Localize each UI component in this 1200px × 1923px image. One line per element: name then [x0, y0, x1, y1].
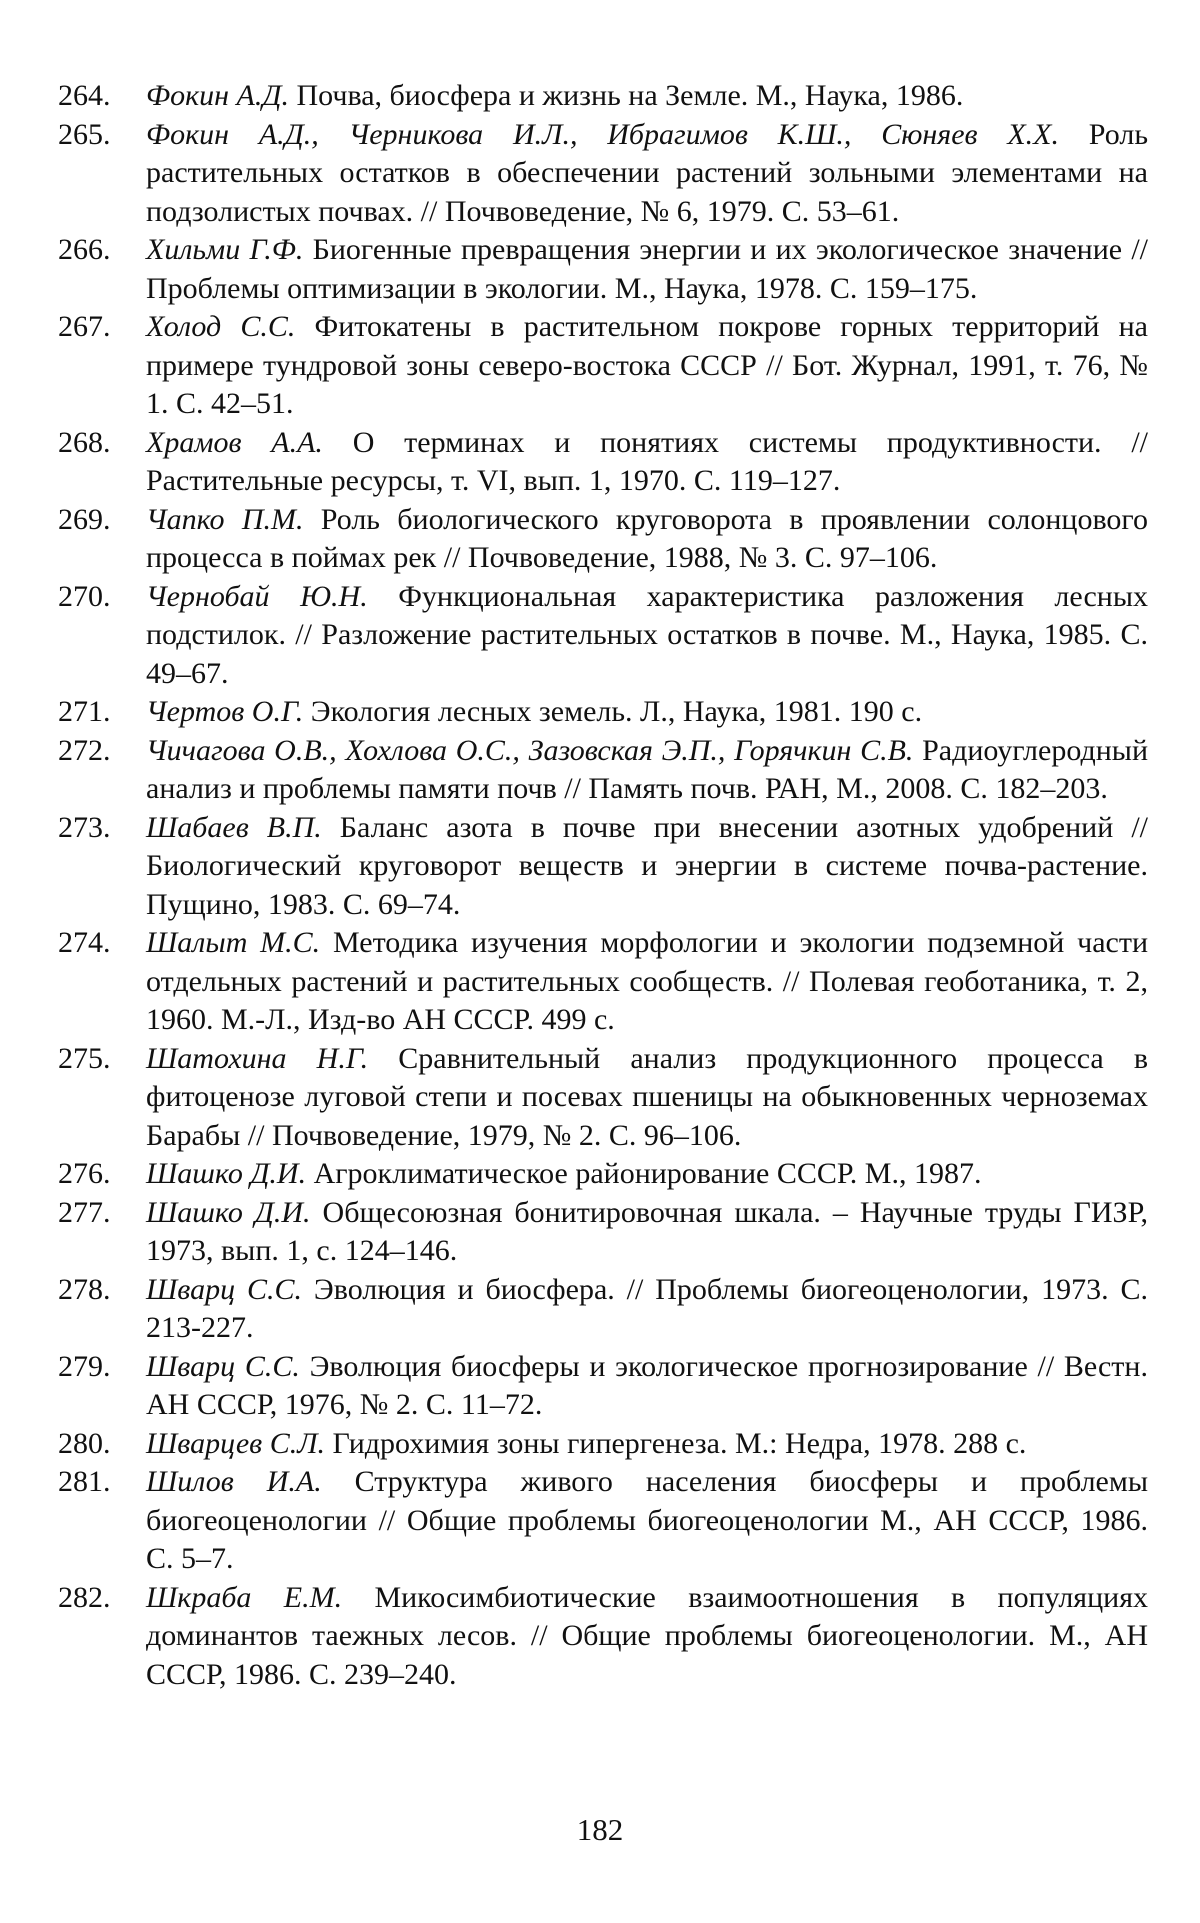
reference-authors: Чапко П.М.	[146, 502, 304, 536]
reference-text: Экология лесных земель. Л., Наука, 1981. 190 с.	[303, 695, 923, 728]
reference-item	[58, 1425, 1148, 1464]
reference-number: 281.	[58, 1465, 111, 1498]
reference-authors: Шабаев В.П.	[146, 810, 322, 844]
reference-text: Почва, биосфера и жизнь на Земле. М., Наука, 1986.	[288, 79, 964, 112]
reference-item	[58, 1463, 1148, 1579]
reference-item	[58, 1040, 1148, 1156]
reference-number: 271.	[58, 695, 111, 728]
reference-item	[58, 924, 1148, 1040]
reference-item	[58, 77, 1148, 116]
reference-authors: Шилов И.А.	[146, 1465, 322, 1498]
reference-number: 273.	[58, 810, 111, 844]
reference-authors: Шварц С.С.	[146, 1349, 300, 1383]
reference-authors: Храмов А.А.	[146, 425, 323, 459]
reference-text: Роль растительных остатков в обеспечении растений зольными элементами на подзолистых почвах. // Почвоведение, № 6, 1979. С. 53–61.	[146, 117, 1149, 228]
reference-number: 267.	[58, 310, 111, 343]
page-number: 182	[576, 1812, 624, 1847]
reference-number: 274.	[58, 926, 111, 959]
reference-number: 269.	[58, 502, 111, 536]
reference-text: Баланс азота в почве при внесении азотных удобрений // Биологический круговорот веществ и энергии в системе почва-растение. Пущино, 1983. С. 69–74.	[146, 810, 1148, 921]
reference-item	[58, 1271, 1148, 1348]
reference-item	[58, 424, 1148, 501]
reference-item	[58, 501, 1148, 578]
reference-number: 279.	[58, 1349, 111, 1383]
reference-number: 282.	[58, 1580, 111, 1614]
reference-item	[58, 809, 1148, 925]
reference-text: Микосимбиотические взаимоотношения в популяциях доминантов таежных лесов. // Общие проблемы биогеоценологии. М., АН СССР, 1986. С. 239–240.	[146, 1580, 1148, 1691]
reference-item	[58, 1155, 1148, 1194]
reference-authors: Фокин А.Д.	[146, 79, 289, 112]
reference-number: 272.	[58, 733, 111, 767]
reference-text: Радиоуглеродный анализ и проблемы памяти почв // Память почв. РАН, М., 2008. С. 182–203.	[146, 733, 1148, 805]
reference-item	[58, 231, 1148, 308]
reference-text: Методика изучения морфологии и экологии подземной части отдельных растений и растительных сообществ. // Полевая геоботаника, т. 2, 1960. М.-Л., Изд-во АН СССР. 499 с.	[146, 926, 1148, 1036]
reference-item	[58, 732, 1148, 809]
reference-authors: Хильми Г.Ф.	[146, 233, 304, 266]
reference-text: Агроклиматическое районирование СССР. М., 1987.	[306, 1157, 982, 1190]
reference-authors: Шатохина Н.Г.	[146, 1041, 369, 1075]
reference-number: 268.	[58, 425, 111, 459]
reference-authors: Чичагова О.В., Хохлова О.С., Зазовская Э.П., Горячкин С.В.	[146, 733, 914, 767]
reference-number: 276.	[58, 1157, 111, 1190]
reference-number: 270.	[58, 579, 111, 613]
reference-authors: Чернобай Ю.Н.	[146, 579, 368, 613]
reference-authors: Шашко Д.И.	[146, 1195, 311, 1229]
reference-text: Биогенные превращения энергии и их экологическое значение // Проблемы оптимизации в экологии. М., Наука, 1978. С. 159–175.	[146, 233, 1148, 305]
reference-list	[58, 77, 1148, 1694]
reference-authors: Холод С.С.	[146, 310, 296, 343]
reference-authors: Фокин А.Д., Черникова И.Л., Ибрагимов К.Ш., Сюняев Х.Х.	[146, 117, 1059, 151]
reference-item	[58, 578, 1148, 694]
reference-number: 266.	[58, 233, 111, 266]
reference-number: 264.	[58, 79, 111, 112]
reference-text: Эволюция и биосфера. // Проблемы биогеоценологии, 1973. С. 213-227.	[146, 1272, 1148, 1344]
reference-number: 277.	[58, 1195, 111, 1229]
reference-authors: Шалыт М.С.	[146, 926, 321, 959]
reference-authors: Чертов О.Г.	[146, 695, 304, 728]
reference-text: Общесоюзная бонитировочная шкала. – Научные труды ГИЗР, 1973, вып. 1, с. 124–146.	[146, 1195, 1148, 1267]
reference-text: О терминах и понятиях системы продуктивности. // Растительные ресурсы, т. VI, вып. 1, 1970. С. 119–127.	[146, 425, 1148, 497]
reference-item	[58, 1348, 1148, 1425]
reference-text: Фитокатены в растительном покрове горных территорий на примере тундровой зоны северо-востока СССР // Бот. Журнал, 1991, т. 76, № 1. С. 42–51.	[146, 310, 1148, 420]
reference-text: Эволюция биосферы и экологическое прогнозирование // Вестн. АН СССР, 1976, № 2. С. 11–72.	[146, 1349, 1148, 1421]
reference-authors: Шварцев С.Л.	[146, 1426, 326, 1460]
reference-text: Структура живого населения биосферы и проблемы биогеоценологии // Общие проблемы биогеоценологии М., АН СССР, 1986. С. 5–7.	[146, 1465, 1148, 1575]
reference-item	[58, 116, 1148, 232]
reference-item	[58, 308, 1148, 424]
reference-item	[58, 1194, 1148, 1271]
reference-number: 275.	[58, 1041, 111, 1075]
reference-text: Роль биологического круговорота в проявлении солонцового процесса в поймах рек // Почвоведение, 1988, № 3. С. 97–106.	[146, 502, 1148, 574]
reference-text: Гидрохимия зоны гипергенеза. М.: Недра, 1978. 288 с.	[325, 1426, 1027, 1460]
reference-authors: Шкраба Е.М.	[146, 1580, 343, 1614]
reference-text: Функциональная характеристика разложения лесных подстилок. // Разложение растительных остатков в почве. М., Наука, 1985. С. 49–67.	[146, 579, 1148, 690]
reference-authors: Шварц С.С.	[146, 1272, 303, 1306]
reference-text: Сравнительный анализ продукционного процесса в фитоценозе луговой степи и посевах пшеницы на обыкновенных черноземах Барабы // Почвоведение, 1979, № 2. С. 96–106.	[146, 1041, 1148, 1152]
reference-authors: Шашко Д.И.	[146, 1157, 307, 1190]
reference-number: 280.	[58, 1426, 111, 1460]
reference-item	[58, 693, 1148, 732]
reference-number: 278.	[58, 1272, 111, 1306]
reference-number: 265.	[58, 117, 111, 151]
reference-item	[58, 1579, 1148, 1695]
